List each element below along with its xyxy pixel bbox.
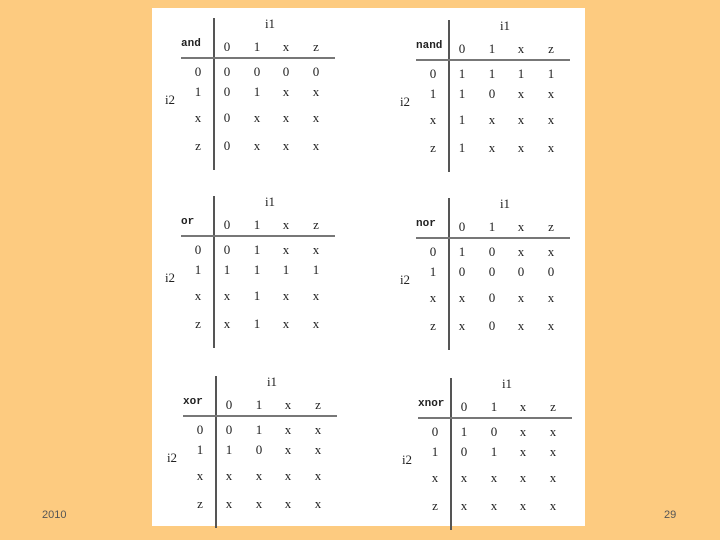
row-header: x	[194, 110, 202, 125]
truth-table-xnor	[399, 374, 599, 539]
divider-horizontal	[183, 415, 337, 417]
row-header: 0	[431, 424, 439, 439]
column-header: z	[315, 397, 321, 412]
truth-table-or	[162, 192, 362, 357]
column-header: x	[284, 397, 292, 412]
table-cell: x	[314, 422, 322, 437]
table-cell: x	[284, 442, 292, 457]
table-cell: 0	[488, 264, 496, 279]
table-cell: x	[253, 110, 261, 125]
row-axis-label: i2	[166, 450, 178, 465]
row-header: x	[194, 288, 202, 303]
table-cell: x	[223, 316, 231, 331]
divider-horizontal	[181, 57, 335, 59]
truth-table-xor	[164, 372, 364, 537]
row-header: z	[430, 318, 436, 333]
divider-horizontal	[416, 237, 570, 239]
table-cell: 1	[312, 262, 320, 277]
column-header: 0	[223, 39, 231, 54]
table-cell: 0	[223, 64, 231, 79]
table-cell: x	[314, 468, 322, 483]
table-cell: x	[490, 470, 498, 485]
table-cell: x	[488, 112, 496, 127]
table-cell: 1	[458, 112, 466, 127]
table-cell: x	[460, 470, 468, 485]
table-cell: x	[312, 288, 320, 303]
truth-table-nand	[397, 16, 597, 181]
table-cell: x	[253, 138, 261, 153]
column-axis-label: i1	[266, 374, 278, 389]
truth-table-and	[162, 14, 362, 179]
table-cell: x	[547, 244, 555, 259]
column-header: 0	[225, 397, 233, 412]
divider-horizontal	[418, 417, 572, 419]
table-cell: x	[282, 316, 290, 331]
table-cell: x	[488, 140, 496, 155]
table-cell: 1	[253, 288, 261, 303]
table-cell: x	[547, 86, 555, 101]
divider-horizontal	[416, 59, 570, 61]
column-header: x	[519, 399, 527, 414]
column-axis-label: i1	[264, 16, 276, 31]
row-header: z	[195, 138, 201, 153]
table-cell: x	[519, 444, 527, 459]
column-header: 1	[253, 217, 261, 232]
row-header: z	[197, 496, 203, 511]
table-cell: x	[314, 496, 322, 511]
column-header: 0	[460, 399, 468, 414]
column-header: 1	[253, 39, 261, 54]
table-cell: x	[312, 242, 320, 257]
operator-label: and	[181, 38, 201, 50]
table-cell: x	[225, 496, 233, 511]
row-header: 0	[429, 244, 437, 259]
table-cell: 0	[223, 138, 231, 153]
table-cell: 1	[253, 262, 261, 277]
table-cell: 0	[488, 318, 496, 333]
table-cell: x	[284, 422, 292, 437]
table-cell: 1	[282, 262, 290, 277]
row-header: 1	[196, 442, 204, 457]
table-cell: x	[549, 424, 557, 439]
table-cell: x	[549, 444, 557, 459]
table-cell: x	[547, 318, 555, 333]
row-axis-label: i2	[164, 270, 176, 285]
table-cell: 0	[312, 64, 320, 79]
row-header: 1	[194, 84, 202, 99]
table-cell: 1	[253, 316, 261, 331]
row-axis-label: i2	[401, 452, 413, 467]
table-cell: 1	[458, 86, 466, 101]
table-cell: 0	[223, 84, 231, 99]
column-header: 0	[458, 41, 466, 56]
row-axis-label: i2	[164, 92, 176, 107]
table-cell: 0	[282, 64, 290, 79]
table-cell: x	[225, 468, 233, 483]
table-cell: 1	[458, 244, 466, 259]
column-header: z	[548, 41, 554, 56]
table-cell: 1	[490, 444, 498, 459]
row-header: 1	[194, 262, 202, 277]
table-cell: x	[519, 498, 527, 513]
divider-vertical	[450, 378, 452, 530]
row-header: 1	[429, 86, 437, 101]
table-cell: x	[517, 290, 525, 305]
column-header: z	[313, 217, 319, 232]
table-cell: 1	[458, 140, 466, 155]
row-header: 1	[429, 264, 437, 279]
operator-label: nand	[416, 40, 443, 52]
row-header: x	[429, 290, 437, 305]
table-cell: 0	[223, 242, 231, 257]
table-cell: 0	[547, 264, 555, 279]
table-cell: x	[547, 290, 555, 305]
table-cell: x	[314, 442, 322, 457]
table-cell: 1	[253, 242, 261, 257]
slide-number: 29	[664, 509, 677, 521]
row-axis-label: i2	[399, 94, 411, 109]
divider-vertical	[213, 18, 215, 170]
table-cell: 1	[255, 422, 263, 437]
table-cell: x	[549, 498, 557, 513]
table-cell: x	[312, 110, 320, 125]
table-cell: 0	[255, 442, 263, 457]
table-cell: x	[517, 244, 525, 259]
column-header: x	[282, 217, 290, 232]
table-cell: x	[282, 84, 290, 99]
column-header: x	[517, 219, 525, 234]
row-header: 1	[431, 444, 439, 459]
table-cell: 1	[460, 424, 468, 439]
table-cell: 1	[225, 442, 233, 457]
divider-vertical	[448, 198, 450, 350]
column-header: z	[313, 39, 319, 54]
table-cell: x	[517, 318, 525, 333]
table-cell: 1	[223, 262, 231, 277]
column-header: x	[517, 41, 525, 56]
table-cell: x	[282, 110, 290, 125]
operator-label: or	[181, 216, 195, 228]
row-header: x	[431, 470, 439, 485]
divider-horizontal	[181, 235, 335, 237]
column-header: 0	[223, 217, 231, 232]
row-header: z	[430, 140, 436, 155]
table-cell: x	[255, 468, 263, 483]
column-header: 0	[458, 219, 466, 234]
table-cell: 0	[223, 110, 231, 125]
table-cell: x	[517, 86, 525, 101]
table-cell: 0	[517, 264, 525, 279]
operator-label: xor	[183, 396, 203, 408]
table-cell: x	[458, 318, 466, 333]
column-header: 1	[490, 399, 498, 414]
table-cell: 1	[488, 66, 496, 81]
row-header: z	[432, 498, 438, 513]
column-axis-label: i1	[501, 376, 513, 391]
table-cell: x	[490, 498, 498, 513]
table-cell: 1	[517, 66, 525, 81]
divider-vertical	[215, 376, 217, 528]
row-header: 0	[194, 242, 202, 257]
footer-year: 2010	[42, 509, 67, 521]
table-cell: 1	[253, 84, 261, 99]
row-axis-label: i2	[399, 272, 411, 287]
column-header: 1	[488, 219, 496, 234]
truth-table-nor	[397, 194, 597, 359]
operator-label: xnor	[418, 398, 445, 410]
column-axis-label: i1	[499, 18, 511, 33]
table-cell: x	[312, 138, 320, 153]
table-cell: x	[460, 498, 468, 513]
row-header: 0	[429, 66, 437, 81]
operator-label: nor	[416, 218, 436, 230]
column-axis-label: i1	[499, 196, 511, 211]
table-cell: 0	[488, 244, 496, 259]
column-header: x	[282, 39, 290, 54]
table-cell: x	[549, 470, 557, 485]
column-header: 1	[255, 397, 263, 412]
table-cell: x	[312, 84, 320, 99]
table-cell: x	[517, 140, 525, 155]
table-cell: 0	[490, 424, 498, 439]
divider-vertical	[213, 196, 215, 348]
column-header: z	[550, 399, 556, 414]
table-cell: x	[282, 288, 290, 303]
table-cell: 0	[488, 290, 496, 305]
table-cell: x	[519, 424, 527, 439]
table-cell: x	[255, 496, 263, 511]
row-header: 0	[194, 64, 202, 79]
column-axis-label: i1	[264, 194, 276, 209]
table-cell: x	[458, 290, 466, 305]
row-header: x	[196, 468, 204, 483]
divider-vertical	[448, 20, 450, 172]
table-cell: x	[284, 496, 292, 511]
table-cell: x	[282, 242, 290, 257]
table-cell: 0	[253, 64, 261, 79]
table-cell: x	[519, 470, 527, 485]
table-cell: 1	[458, 66, 466, 81]
table-cell: x	[312, 316, 320, 331]
table-cell: x	[223, 288, 231, 303]
table-cell: x	[517, 112, 525, 127]
table-cell: x	[547, 140, 555, 155]
table-cell: x	[284, 468, 292, 483]
table-cell: 0	[488, 86, 496, 101]
row-header: x	[429, 112, 437, 127]
table-cell: 0	[225, 422, 233, 437]
table-cell: x	[282, 138, 290, 153]
table-cell: x	[547, 112, 555, 127]
column-header: z	[548, 219, 554, 234]
row-header: 0	[196, 422, 204, 437]
table-cell: 1	[547, 66, 555, 81]
column-header: 1	[488, 41, 496, 56]
row-header: z	[195, 316, 201, 331]
table-cell: 0	[458, 264, 466, 279]
table-cell: 0	[460, 444, 468, 459]
